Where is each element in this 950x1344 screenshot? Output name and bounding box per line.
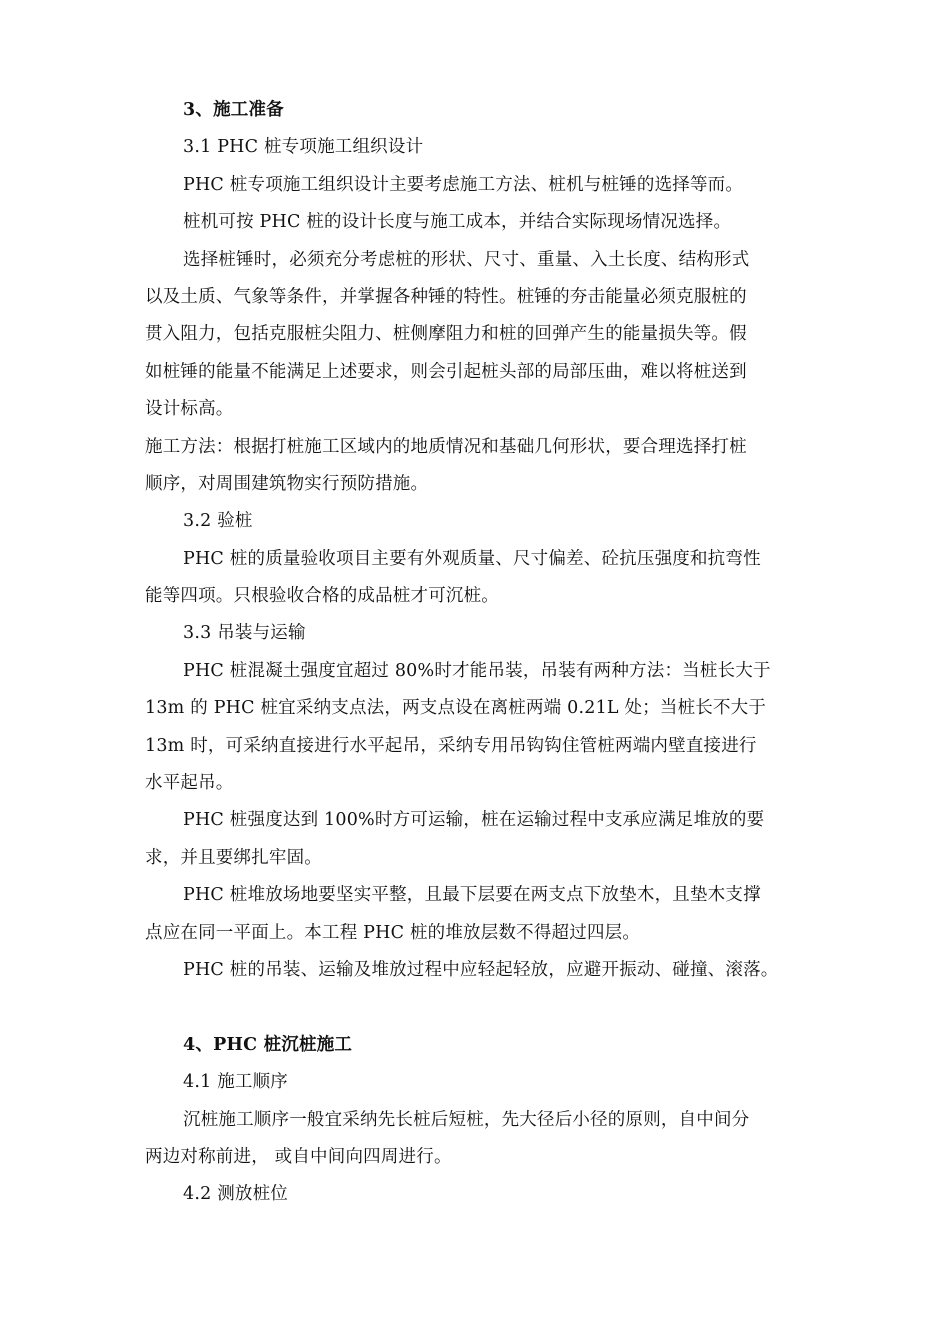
paragraph-line: 设计标高。 xyxy=(145,399,234,420)
paragraph-line: PHC 桩混凝土强度宜超过 80%时才能吊装，吊装有两种方法：当桩长大于 xyxy=(183,660,771,681)
section-3-1-title: 3.1 PHC 桩专项施工组织设计 xyxy=(183,137,424,158)
section-4-2-title: 4.2 测放桩位 xyxy=(183,1184,288,1205)
section-4-heading: 4、PHC 桩沉桩施工 xyxy=(183,1034,353,1055)
paragraph-line: 点应在同一平面上。本工程 PHC 桩的堆放层数不得超过四层。 xyxy=(145,922,641,943)
document-body xyxy=(145,92,825,1214)
paragraph xyxy=(145,653,825,803)
paragraph xyxy=(145,802,825,877)
paragraph-line: PHC 桩堆放场地要坚实平整，且最下层要在两支点下放垫木，且垫木支撑 xyxy=(183,885,761,906)
paragraph-line: 施工方法：根据打桩施工区域内的地质情况和基础几何形状，要合理选择打桩 xyxy=(145,436,747,457)
paragraph xyxy=(145,877,825,952)
paragraph-line: 沉桩施工顺序一般宜采纳先长桩后短桩，先大径后小径的原则，自中间分 xyxy=(183,1109,750,1130)
section-3-2-title: 3.2 验桩 xyxy=(183,511,253,532)
paragraph-line: 选择桩锤时，必须充分考虑桩的形状、尺寸、重量、入土长度、结构形式 xyxy=(183,249,750,270)
paragraph xyxy=(145,429,825,504)
paragraph-line: 如桩锤的能量不能满足上述要求，则会引起桩头部的局部压曲，难以将桩送到 xyxy=(145,361,747,382)
paragraph-line: 贯入阻力，包括克服桩尖阻力、桩侧摩阻力和桩的回弹产生的能量损失等。假 xyxy=(145,324,747,345)
section-spacer xyxy=(145,989,825,1026)
section-3-heading: 3、施工准备 xyxy=(183,100,284,120)
paragraph xyxy=(145,541,825,616)
paragraph xyxy=(145,242,825,429)
section-3-3-title: 3.3 吊装与运输 xyxy=(183,623,306,644)
paragraph-line: 以及土质、气象等条件，并掌握各种锤的特性。桩锤的夯击能量必须克服桩的 xyxy=(145,286,747,307)
paragraph-line: 13m 的 PHC 桩宜采纳支点法，两支点设在离桩两端 0.21L 处；当桩长不大于 xyxy=(145,698,767,719)
paragraph-line: 两边对称前进， 或自中间向四周进行。 xyxy=(145,1146,452,1167)
paragraph: PHC 桩专项施工组织设计主要考虑施工方法、桩机与桩锤的选择等而。 xyxy=(183,174,744,195)
paragraph-line: 求，并且要绑扎牢固。 xyxy=(145,847,322,868)
paragraph-line: 水平起吊。 xyxy=(145,773,234,794)
paragraph xyxy=(145,1102,825,1177)
paragraph-line: PHC 桩强度达到 100%时方可运输，桩在运输过程中支承应满足堆放的要 xyxy=(183,810,765,831)
paragraph: PHC 桩的吊装、运输及堆放过程中应轻起轻放，应避开振动、碰撞、滚落。 xyxy=(183,959,779,980)
paragraph-line: 13m 时，可采纳直接进行水平起吊，采纳专用吊钩钩住管桩两端内壁直接进行 xyxy=(145,735,757,756)
paragraph-line: PHC 桩的质量验收项目主要有外观质量、尺寸偏差、砼抗压强度和抗弯性 xyxy=(183,548,761,569)
paragraph: 桩机可按 PHC 桩的设计长度与施工成本，并结合实际现场情况选择。 xyxy=(183,212,732,233)
paragraph-line: 顺序，对周围建筑物实行预防措施。 xyxy=(145,473,429,494)
paragraph-line: 能等四项。只根验收合格的成品桩才可沉桩。 xyxy=(145,586,499,607)
section-4-1-title: 4.1 施工顺序 xyxy=(183,1072,288,1093)
